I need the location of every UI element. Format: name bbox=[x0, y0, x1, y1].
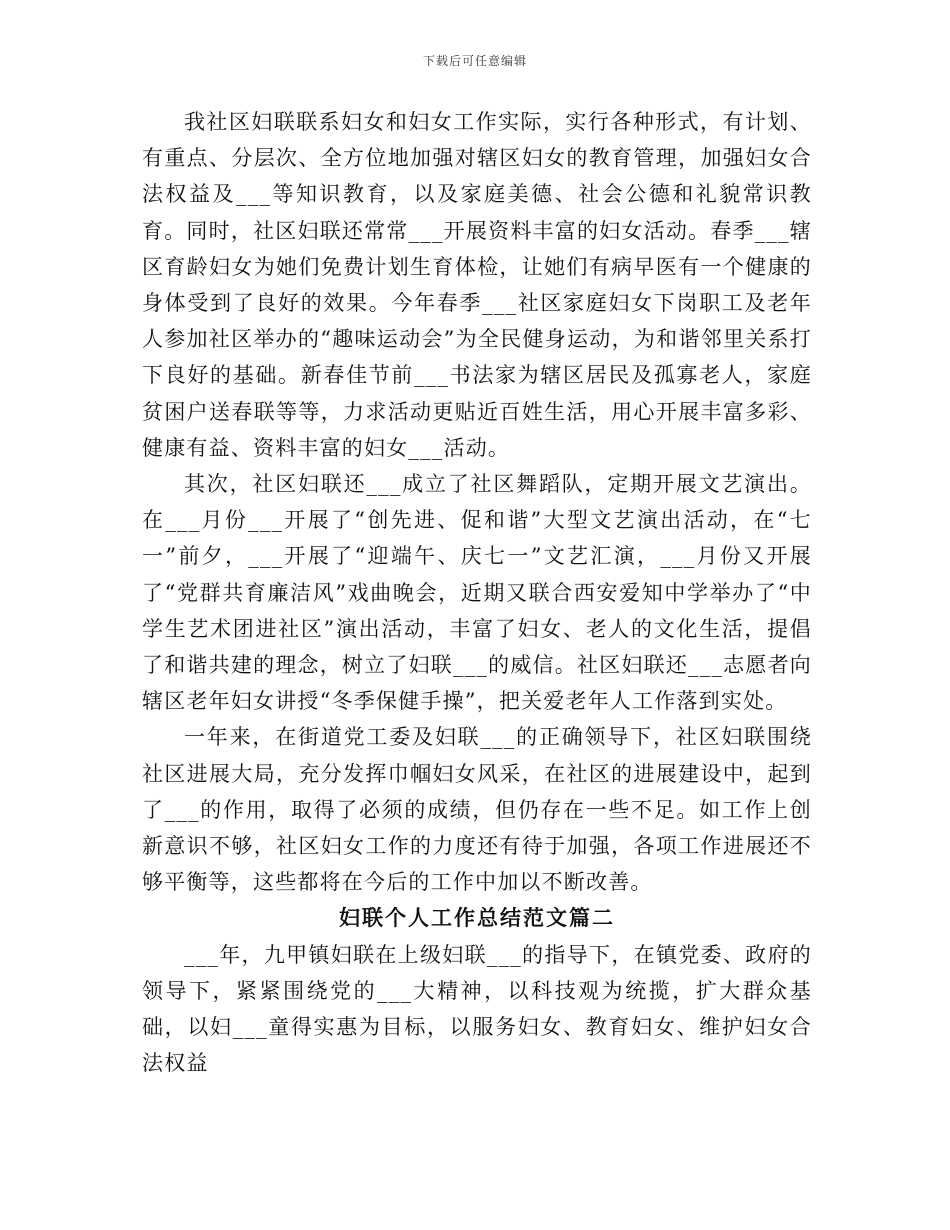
section-heading: 妇联个人工作总结范文篇二 bbox=[339, 905, 615, 931]
paragraph-summary: 一年来，在街道党工委及妇联___的正确领导下，社区妇联围绕社区进展大局，充分发挥巾帼妇女风采，在社区的进展建设中，起到了___的作用，取得了必须的成绩，但仍存在一些不足。如工作上创新意识不够，社区妇女工作的力度还有待于加强，各项工作进展还不够平衡等，这些都将在今后的工作中加以不断改善。 bbox=[142, 725, 812, 895]
paragraph-section-two: ___年，九甲镇妇联在上级妇联___的指导下，在镇党委、政府的领导下，紧紧围绕党的___大精神，以科技观为统揽，扩大群众基础，以妇___童得实惠为目标，以服务妇女、教育妇女、维护妇女合法权益 bbox=[142, 942, 812, 1076]
page-header: 下载后可任意编辑 bbox=[422, 54, 527, 68]
paragraph-activities: 我社区妇联联系妇女和妇女工作实际，实行各种形式，有计划、有重点、分层次、全方位地加强对辖区妇女的教育管理，加强妇女合法权益及___等知识教育，以及家庭美德、社会公德和礼貌常识教育。同时，社区妇联还常常___开展资料丰富的妇女活动。春季___辖区育龄妇女为她们免费计划生育体检，让她们有病早医有一个健康的身体受到了良好的效果。今年春季___社区家庭妇女下岗职工及老年人参加社区举办的“趣味运动会”为全民健身运动，为和谐邻里关系打下良好的基础。新春佳节前___书法家为辖区居民及孤寡老人，家庭贫困户送春联等等，力求活动更贴近百姓生活，用心开展丰富多彩、健康有益、资料丰富的妇女___活动。 bbox=[142, 110, 812, 460]
paragraph-culture: 其次，社区妇联还___成立了社区舞蹈队，定期开展文艺演出。在___月份___开展了“创先进、促和谐”大型文艺演出活动，在“七一”前夕，___开展了“迎端午、庆七一”文艺汇演，___月份又开展了“党群共育廉洁风”戏曲晚会，近期又联合西安爱知中学举办了“中学生艺术团进社区”演出活动，丰富了妇女、老人的文化生活，提倡了和谐共建的理念，树立了妇联___的威信。社区妇联还___志愿者向辖区老年妇女讲授“冬季保健手操”，把关爱老年人工作落到实处。 bbox=[142, 472, 812, 714]
document-body bbox=[142, 104, 812, 1081]
